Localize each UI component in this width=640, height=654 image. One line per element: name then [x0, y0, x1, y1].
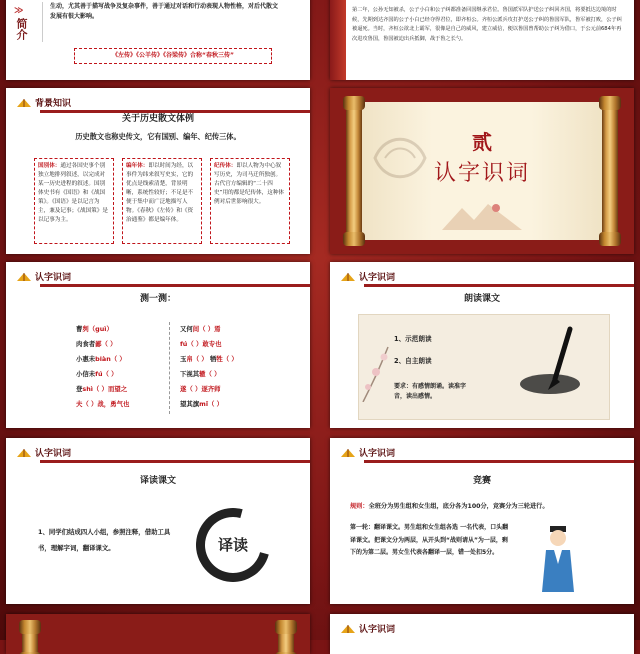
section-number: 贰 [472, 130, 492, 154]
fan-icon [340, 272, 356, 282]
intro-divider [42, 2, 43, 42]
intro-heading-prefix: ≫ [14, 6, 24, 16]
quiz-item: 小惠未biàn（ ） [76, 355, 126, 363]
slide5-tag-label: 认字识词 [35, 273, 72, 283]
slide3-tag-label: 背景知识 [35, 99, 72, 109]
slide-quiz[interactable] [6, 262, 310, 428]
fan-icon [16, 448, 32, 458]
competition-rule-label: 规则： [350, 503, 369, 510]
slide2-text: 第二年，公孙无知被杀，公子小白和公子纠都准备回国继承君位。鲁国派军队护送公子纠回齐国，将要抵达边境的时候，先期到达齐国的公子小白已经夺得君位，即齐桓公。齐桓公派兵攻打护送公子纠的鲁国军队，鲁军被打败，公子纠被逼死。当时，齐桓公欲北上霸军，很像是自己的威风，建立威信，便以鲁国曾帮助公子纠为借口，于公元前684年再次进攻鲁国，鲁国被迫出兵抵御，战于鲁之长勺。 [352, 7, 622, 42]
slide7-title: 译读课文 [139, 476, 176, 486]
quiz-item: 肉食者鄙（ ） [76, 340, 117, 348]
slide7-title-line [40, 460, 310, 463]
slide3-subtitle: 历史散文也称史传文，它有国别、编年、纪传三体。 [75, 132, 241, 141]
slide-history-text[interactable] [330, 0, 634, 80]
competition-rule [350, 502, 620, 512]
slide9-tag-label: 认字识词 [359, 625, 396, 635]
slide3-title-line [40, 110, 310, 113]
quiz-divider [169, 322, 170, 414]
box-jizhuan-label: 纪传体： [214, 163, 237, 169]
slide5-title: 测一测： [139, 294, 176, 304]
quiz-item: 登shì（ ）而望之 [76, 385, 128, 393]
competition-round: 第一轮：翻译课文。男生组和女生组各选 一名代表，口头翻译课文。把课文分为两层，从开头到“战则请从”为一层，剩下的为第二层。男女生代表各翻译一层，错一处扣5分。 [350, 524, 509, 557]
slide6-title-line [364, 284, 634, 287]
slide-translation[interactable] [6, 438, 310, 604]
slide2-left-ornament [330, 0, 346, 80]
quiz-item: fú（ ）敢专也 [180, 340, 222, 348]
slide-section-title[interactable] [330, 88, 634, 254]
reading-requirement: 要求：有感情朗诵。读准字音，读出感情。 [394, 383, 467, 401]
slide6-tag-label: 认字识词 [359, 273, 396, 283]
intro-desc: 生动，尤其善于描写战争及复杂事件，善于通过对话和行动表现人物性格，对后代散文发展有很大影响。 [50, 3, 279, 21]
scholar-figure-icon [538, 524, 578, 594]
intro-highlight: 《左传》《公羊传》《谷梁传》合称“春秋三传” [74, 48, 272, 64]
scroll-rod-right [278, 628, 294, 654]
fan-icon [16, 98, 32, 108]
slide9-tag [340, 622, 395, 635]
quiz-item: 望其旗mǐ（ ） [180, 400, 224, 408]
slide8-tag-label: 认字识词 [359, 449, 396, 459]
reading-item-1: 1、示范朗读 [394, 335, 432, 343]
box-jizhuan-text: 即以人物为中心叙写历史，为司马迁所独创。古代官方编辑的“二十四史”用的都是纪传体，这种体例对后世影响很大。 [214, 163, 285, 205]
intro-heading [14, 4, 36, 40]
section-title: 认字识词 [433, 161, 530, 186]
box-biannian-text: 即以时间为经，以事件为纬来叙写史实，它的优点是线索清楚，背景明晰，系统性较好；不足是不便于集中而广泛地描写人物。《春秋》《左传》和《资治通鉴》都是编年体。 [126, 163, 194, 223]
fan-icon [340, 624, 356, 634]
box-guobie [34, 158, 114, 244]
translation-badge: 译读 [217, 536, 248, 554]
slide-next-left[interactable] [6, 614, 310, 654]
slide-next-right[interactable] [330, 614, 634, 654]
slide-intro[interactable] [6, 0, 310, 80]
quiz-item: 遂（ ）逐齐师 [180, 385, 221, 393]
quiz-item: 玉帛（ ） 牺牲（ ） [180, 355, 238, 363]
slide-reading[interactable] [330, 262, 634, 428]
slide8-title-line [364, 460, 634, 463]
scroll-rod-left [22, 628, 38, 654]
mountain-icon [442, 200, 522, 230]
ink-brush-icon [510, 324, 590, 404]
quiz-item: 曹刿（guì） [76, 325, 113, 333]
slide3-tag [16, 96, 71, 109]
box-jizhuan [210, 158, 290, 244]
fan-icon [340, 448, 356, 458]
slide8-tag [340, 446, 395, 459]
slide7-tag-label: 认字识词 [35, 449, 72, 459]
intro-heading-text: 简介 [15, 18, 28, 40]
competition-rule-text: 全班分为男生组和女生组，底分各为100分，竞赛分为三轮进行。 [368, 503, 549, 510]
slide7-tag [16, 446, 71, 459]
box-guobie-text: 通过各国史事个别独立地排列叙述，以完成对某一历史进程的叙述。国别体史书有《国语》和《战国策》。《国语》是以记言为主，兼及记事；《战国策》是以记事为主。 [38, 163, 108, 223]
box-guobie-label: 国别体： [38, 163, 61, 169]
reading-item-2: 2、自主朗读 [394, 357, 432, 365]
slide5-tag [16, 270, 71, 283]
quiz-item: 又何间（ ）焉 [180, 325, 221, 333]
fan-icon [16, 272, 32, 282]
slide-background-knowledge[interactable] [6, 88, 310, 254]
quiz-item: 下视其辙（ ） [180, 370, 221, 378]
slide8-title: 竞赛 [472, 476, 491, 486]
slide3-title: 关于历史散文体例 [121, 114, 194, 124]
slide-competition[interactable] [330, 438, 634, 604]
slide7-text: 1、同学们结成四人小组，参照注释，借助工具书，理解字词，翻译课文。 [38, 528, 171, 552]
quiz-item: 夫（ ）战，勇气也 [76, 400, 130, 408]
quiz-right-column [180, 322, 300, 412]
box-biannian-label: 编年体： [126, 163, 149, 169]
quiz-item: 小信未fú（ ） [76, 370, 118, 378]
slide6-tag [340, 270, 395, 283]
plum-blossom-icon [358, 342, 398, 402]
box-biannian [122, 158, 202, 244]
slide6-title: 朗读课文 [463, 294, 500, 304]
slide5-title-line [40, 284, 310, 287]
